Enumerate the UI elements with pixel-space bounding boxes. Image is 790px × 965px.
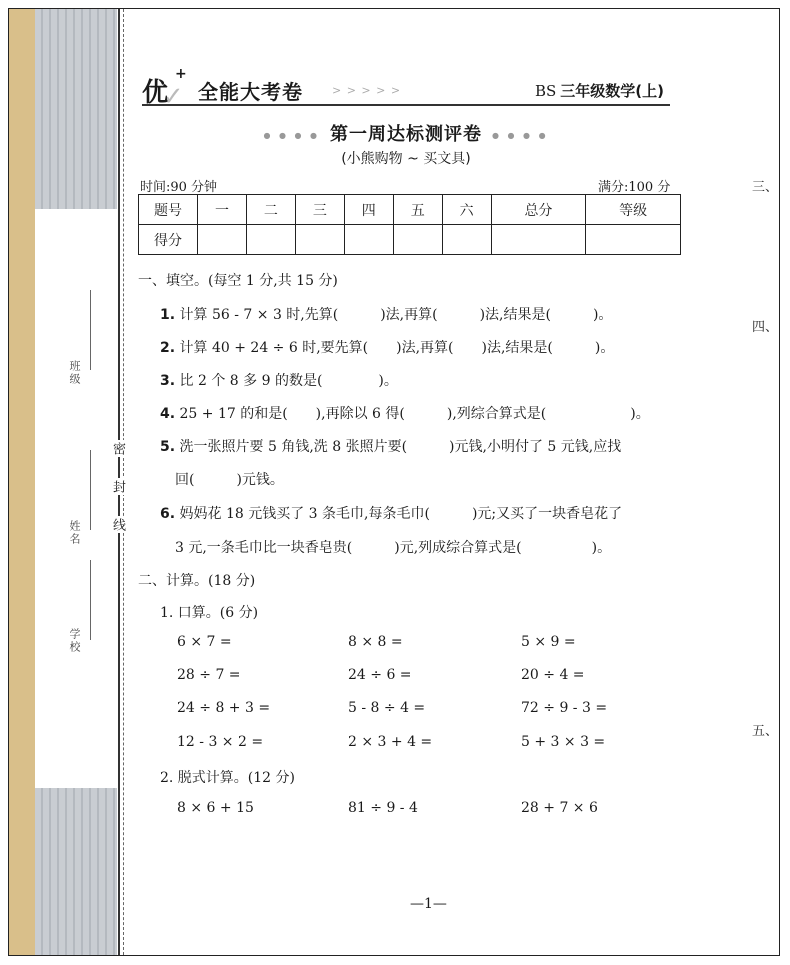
- brand-plus: +: [175, 66, 187, 82]
- brand-name: 全能大考卷: [198, 80, 303, 104]
- score-head-cell: 总分: [491, 195, 586, 225]
- step-calc: 8 × 6 + 15: [177, 800, 254, 816]
- right-mark-5: 五、: [752, 724, 779, 739]
- page-number: —1—: [410, 896, 447, 912]
- oral-calc: 2 × 3 + 4 =: [348, 734, 433, 750]
- school-label: 学校: [68, 628, 81, 654]
- score-input-cell[interactable]: [586, 225, 681, 255]
- edition-label: BS: [534, 82, 557, 100]
- question-text: 比 2 个 8 多 9 的数是( )。: [179, 373, 398, 389]
- oral-calc: 5 - 8 ÷ 4 =: [348, 700, 426, 716]
- score-head-cell: 四: [344, 195, 393, 225]
- class-field: [90, 290, 91, 370]
- question-number: 4.: [160, 406, 176, 422]
- full-score: 满分:100 分: [598, 180, 671, 195]
- question-1: [160, 304, 612, 324]
- question-number: 1.: [160, 307, 176, 323]
- score-head-cell: 等级: [586, 195, 681, 225]
- question-number: 3.: [160, 373, 176, 389]
- score-head-cell: 五: [393, 195, 442, 225]
- question-text: 洗一张照片要 5 角钱,洗 8 张照片要( )元钱,小明付了 5 元钱,应找: [179, 439, 622, 455]
- question-5-cont: [175, 469, 284, 489]
- title-row: [142, 120, 670, 146]
- question-text: 25 + 17 的和是( ),再除以 6 得( ),列综合算式是( )。: [179, 406, 650, 422]
- question-5: [160, 436, 621, 456]
- page-header: [142, 66, 670, 112]
- question-4: [160, 403, 650, 423]
- score-input-cell[interactable]: [246, 225, 295, 255]
- oral-calc: 12 - 3 × 2 =: [177, 734, 264, 750]
- time-limit: 时间:90 分钟: [140, 180, 218, 195]
- step-calc: 28 + 7 × 6: [521, 800, 598, 816]
- question-number: 2.: [160, 340, 176, 356]
- score-head-cell: 六: [442, 195, 491, 225]
- score-input-cell[interactable]: [491, 225, 586, 255]
- question-text: 3 元,一条毛巾比一块香皂贵( )元,列成综合算式是( )。: [175, 540, 612, 556]
- seal-char-2: 封: [110, 480, 125, 493]
- grade-label: [535, 80, 664, 101]
- question-6-cont: [175, 537, 611, 557]
- question-2: [160, 337, 614, 357]
- sub-question-2: 2. 脱式计算。(12 分): [160, 770, 295, 786]
- margin-pattern-top: [35, 9, 117, 209]
- dots-left-icon: ● ● ● ●: [263, 131, 320, 140]
- score-head-cell: 一: [198, 195, 247, 225]
- oral-calc: 8 × 8 =: [348, 634, 403, 650]
- score-input-cell[interactable]: [393, 225, 442, 255]
- score-input-cell[interactable]: [198, 225, 247, 255]
- score-header-row: [139, 195, 681, 225]
- right-mark-4: 四、: [752, 320, 779, 335]
- score-input-cell[interactable]: [442, 225, 491, 255]
- question-number: 5.: [160, 439, 176, 455]
- grade-text: 三年级数学(上): [560, 82, 664, 100]
- name-field: [90, 450, 91, 530]
- oral-calc: 5 × 9 =: [521, 634, 576, 650]
- seal-char-1: 密: [110, 442, 125, 455]
- score-value-row: [139, 225, 681, 255]
- school-field: [90, 560, 91, 640]
- score-table: [138, 194, 681, 255]
- question-text: 计算 56 - 7 × 3 时,先算( )法,再算( )法,结果是( )。: [179, 307, 613, 323]
- section-1-title: 一、填空。(每空 1 分,共 15 分): [138, 273, 338, 289]
- oral-calc: 6 × 7 =: [177, 634, 232, 650]
- check-icon: ✓: [162, 82, 184, 112]
- question-6: [160, 503, 622, 523]
- score-input-cell[interactable]: [295, 225, 344, 255]
- oral-calc: 24 ÷ 6 =: [348, 667, 412, 683]
- score-head-cell: 三: [295, 195, 344, 225]
- sub-question-1: 1. 口算。(6 分): [160, 605, 259, 621]
- section-2-title: 二、计算。(18 分): [138, 573, 256, 589]
- name-label: 姓名: [68, 520, 81, 546]
- oral-calc: 28 ÷ 7 =: [177, 667, 241, 683]
- question-text: 计算 40 + 24 ÷ 6 时,要先算( )法,再算( )法,结果是( )。: [179, 340, 615, 356]
- question-text: 回( )元钱。: [175, 472, 284, 488]
- question-text: 妈妈花 18 元钱买了 3 条毛巾,每条毛巾( )元;又买了一块香皂花了: [179, 506, 623, 522]
- score-head-cell: 题号: [139, 195, 198, 225]
- arrows-decoration: > > > > >: [332, 84, 402, 97]
- score-input-cell[interactable]: [344, 225, 393, 255]
- score-row-label: 得分: [139, 225, 198, 255]
- page-title: 第一周达标测评卷: [330, 124, 482, 145]
- score-head-cell: 二: [246, 195, 295, 225]
- seal-char-3: 线: [110, 518, 125, 531]
- page-subtitle: (小熊购物 ~ 买文具): [341, 151, 471, 167]
- step-calc: 81 ÷ 9 - 4: [348, 800, 418, 816]
- question-number: 6.: [160, 506, 176, 522]
- oral-calc: 24 ÷ 8 + 3 =: [177, 700, 271, 716]
- brand-logo: 优: [142, 78, 169, 108]
- right-mark-3: 三、: [752, 180, 779, 195]
- dots-right-icon: ● ● ● ●: [492, 131, 549, 140]
- oral-calc: 5 + 3 × 3 =: [521, 734, 606, 750]
- margin-pattern-bottom: [35, 788, 117, 955]
- class-label: 班级: [68, 360, 81, 386]
- oral-calc: 72 ÷ 9 - 3 =: [521, 700, 608, 716]
- oral-calc: 20 ÷ 4 =: [521, 667, 585, 683]
- question-3: [160, 370, 398, 390]
- binding-strip: [9, 9, 35, 955]
